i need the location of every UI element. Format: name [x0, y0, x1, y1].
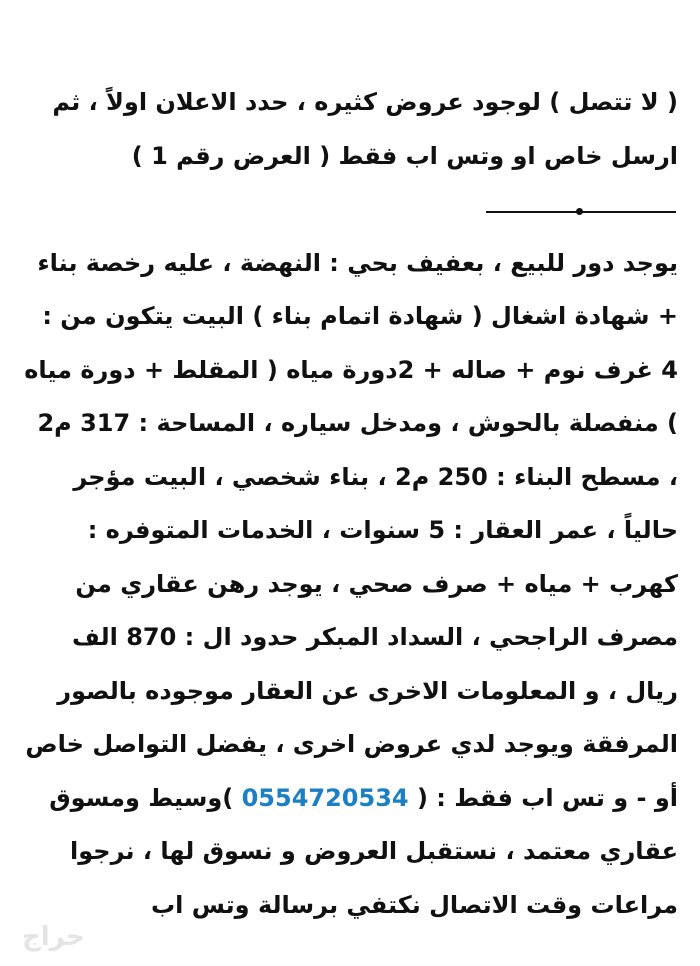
- ad-intro-paragraph: ( لا تتصل ) لوجود عروض كثيره ، حدد الاعلان اولاً ، ثم ارسل خاص او وتس اب فقط ( العرض رقم 1 ): [52, 88, 678, 170]
- ad-post-text: [22, 76, 678, 932]
- haraj-watermark-logo: حراج: [22, 922, 85, 952]
- ad-body-closing-text: )وسيط ومسوق عقاري معتمد ، نستقبل العروض و نسوق لها ، نرجوا مراعات وقت الاتصال نكتفي برسالة وتس اب: [49, 783, 678, 919]
- ad-body-text: يوجد دور للبيع ، بعفيف بحي : النهضة ، عليه رخصة بناء + شهادة اشغال ( شهادة اتمام بناء ) البيت يتكون من : 4 غرف نوم + صاله + 2دورة مياه ( المقلط + دورة مياه ) منفصلة بالحوش ، ومدخل سياره ، المساحة : 317 م2 ، مسطح البناء : 250 م2 ، بناء شخصي ، البيت مؤجر حالياً ، عمر العقار : 5 سنوات ، الخدمات المتوفره : كهرب + مياه + صرف صحي ، يوجد رهن عقاري من مصرف الراجحي ، السداد المبكر حدود ال : 870 الف ريال ، و المعلومات الاخرى عن العقار موجوده بالصور المرفقة ويوجد لدي عروض اخرى ، يفضل التواصل خاص أو - و تس اب فقط : (: [24, 248, 678, 812]
- separator-line: [22, 183, 678, 237]
- separator-dot: [576, 208, 583, 215]
- ad-body-paragraph: [22, 237, 678, 933]
- phone-number-link[interactable]: 0554720534: [241, 783, 409, 812]
